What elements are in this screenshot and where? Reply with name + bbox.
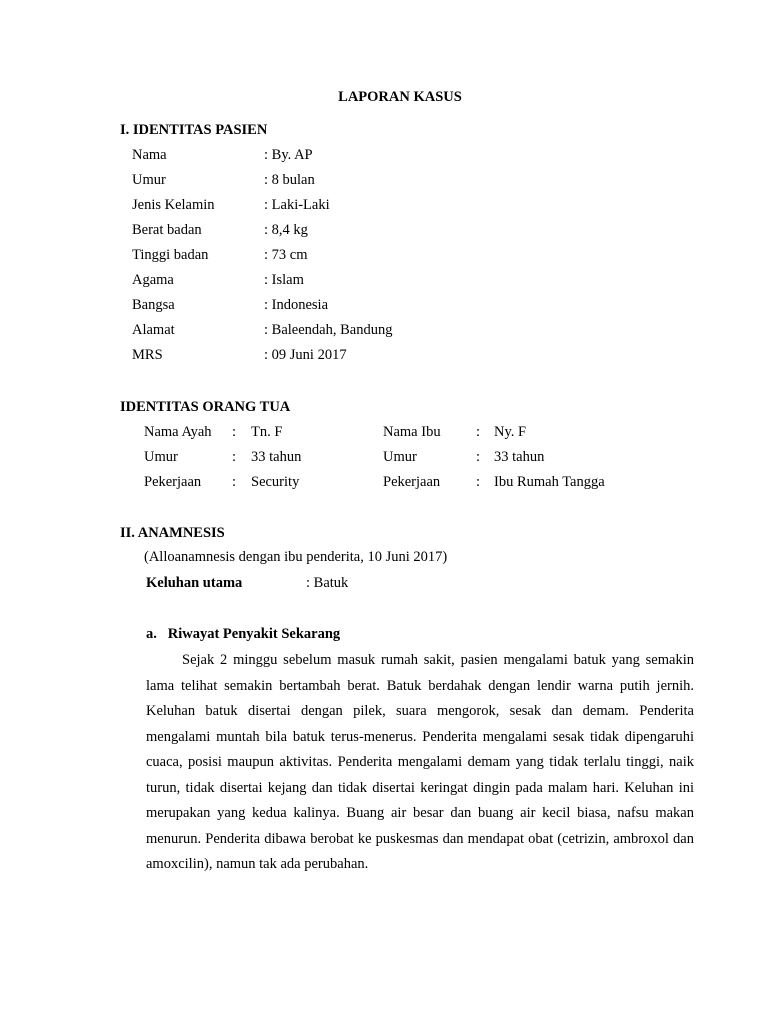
- patient-value-agama: : Islam: [264, 272, 304, 288]
- patient-label-bangsa: Bangsa: [132, 297, 175, 313]
- parent-value-pekerjaan-ibu: Ibu Rumah Tangga: [494, 474, 605, 490]
- parent-label-nama-ayah: Nama Ayah: [144, 424, 212, 440]
- subsection-riwayat-penyakit-sekarang: a. Riwayat Penyakit Sekarang: [146, 626, 341, 642]
- patient-value-jenis-kelamin: : Laki-Laki: [264, 197, 330, 213]
- patient-label-jenis-kelamin: Jenis Kelamin: [132, 197, 215, 213]
- patient-value-berat-badan: : 8,4 kg: [264, 222, 308, 238]
- parent-value-nama-ayah: Tn. F: [251, 424, 283, 440]
- parent-value-umur-ibu: 33 tahun: [494, 449, 545, 465]
- anamnesis-note: (Alloanamnesis dengan ibu penderita, 10 Juni 2017): [144, 549, 448, 565]
- document-title: LAPORAN KASUS: [338, 89, 462, 105]
- parent-label-pekerjaan-ibu: Pekerjaan: [383, 474, 441, 490]
- patient-value-umur: : 8 bulan: [264, 172, 315, 188]
- keluhan-utama-value: : Batuk: [306, 575, 349, 591]
- patient-label-agama: Agama: [132, 272, 174, 288]
- patient-value-bangsa: : Indonesia: [264, 297, 329, 313]
- patient-value-mrs: : 09 Juni 2017: [264, 347, 347, 363]
- riwayat-paragraph-text: Sejak 2 minggu sebelum masuk rumah sakit, pasien mengalami batuk yang semakin lama telihat semakin bertambah berat. Batuk berdahak dengan lendir warna putih jernih. Keluhan batuk disertai dengan pilek, suara mengorok, sesak dan demam. Penderita mengalami muntah bila batuk terus-menerus. Penderita mengalami sesak tidak dipengaruhi cuaca, posisi maupun aktivitas. Penderita mengalami demam yang tidak terlalu tinggi, naik turun, tidak disertai kejang dan tidak disertai keringat dingin pada malam hari. Keluhan ini merupakan yang kedua kalinya. Buang air besar dan buang air kecil biasa, nafsu makan menurun. Penderita dibawa berobat ke puskesmas dan mendapat obat (cetrizin, ambroxol dan amoxcilin), namun tak ada perubahan.: [146, 652, 694, 872]
- patient-label-nama: Nama: [132, 147, 167, 163]
- parent-label-umur-ibu: Umur: [383, 449, 417, 465]
- riwayat-paragraph: [146, 648, 694, 878]
- patient-value-nama: : By. AP: [264, 147, 313, 163]
- parent-label-umur-ayah: Umur: [144, 449, 178, 465]
- patient-label-berat-badan: Berat badan: [132, 222, 202, 238]
- parent-value-umur-ayah: 33 tahun: [251, 449, 302, 465]
- parent-label-pekerjaan-ayah: Pekerjaan: [144, 474, 202, 490]
- patient-label-mrs: MRS: [132, 347, 163, 363]
- patient-label-alamat: Alamat: [132, 322, 175, 338]
- keluhan-utama-label: Keluhan utama: [146, 575, 243, 591]
- patient-value-tinggi-badan: : 73 cm: [264, 247, 308, 263]
- parent-colon: :: [476, 424, 481, 440]
- parent-colon: :: [476, 474, 481, 490]
- parent-label-nama-ibu: Nama Ibu: [383, 424, 441, 440]
- parent-colon: :: [476, 449, 481, 465]
- parent-colon: :: [232, 449, 237, 465]
- parent-value-pekerjaan-ayah: Security: [251, 474, 300, 490]
- patient-value-alamat: : Baleendah, Bandung: [264, 322, 393, 338]
- parent-value-nama-ibu: Ny. F: [494, 424, 527, 440]
- section-identitas-pasien-heading: I. IDENTITAS PASIEN: [120, 122, 268, 138]
- patient-label-umur: Umur: [132, 172, 166, 188]
- parent-colon: :: [232, 474, 237, 490]
- parent-colon: :: [232, 424, 237, 440]
- section-anamnesis-heading: II. ANAMNESIS: [120, 525, 225, 541]
- section-identitas-orang-tua-heading: IDENTITAS ORANG TUA: [120, 399, 291, 415]
- patient-label-tinggi-badan: Tinggi badan: [132, 247, 209, 263]
